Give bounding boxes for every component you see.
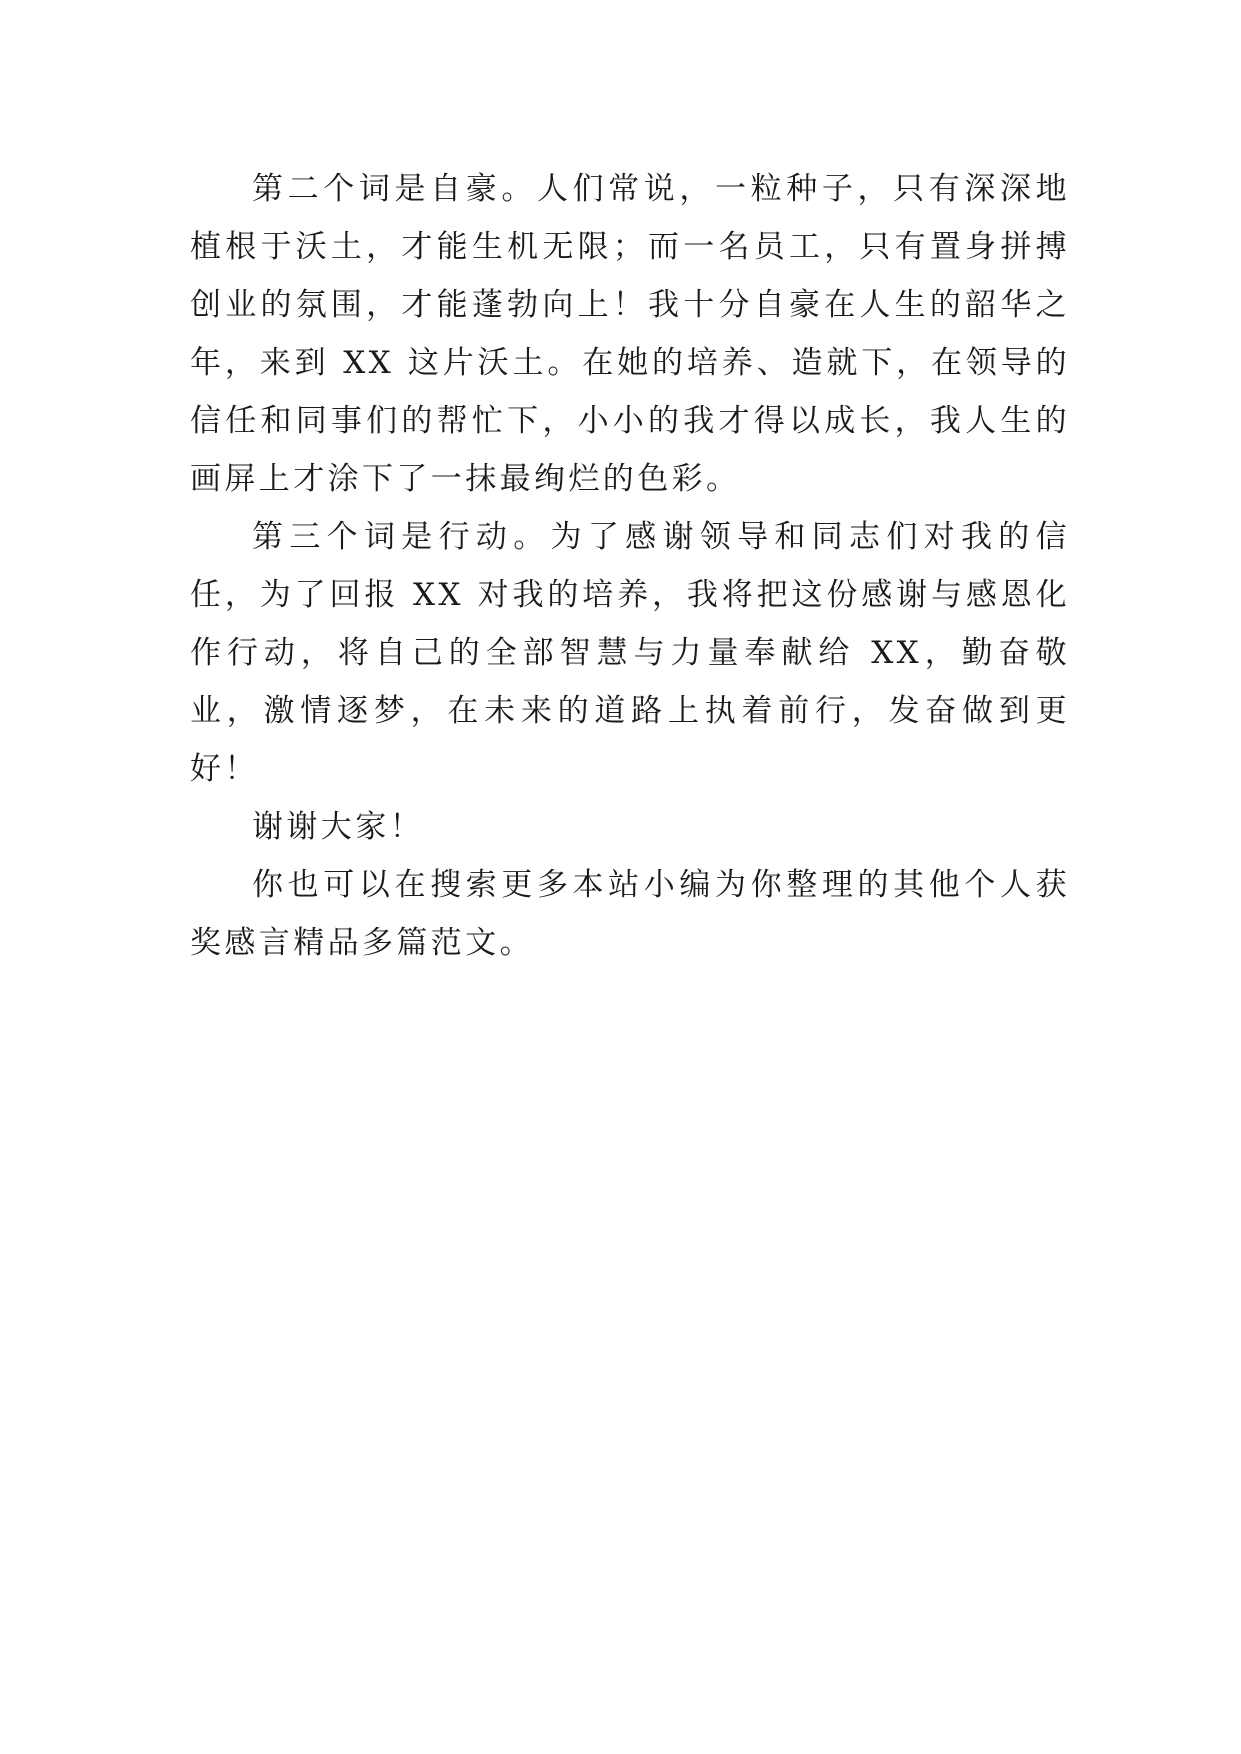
- paragraph-more-articles: 你也可以在搜索更多本站小编为你整理的其他个人获奖感言精品多篇范文。: [190, 867, 1070, 961]
- document-body: [190, 160, 1070, 972]
- paragraph-thanks: 谢谢大家！: [252, 809, 424, 845]
- paragraph-action: 第三个词是行动。为了感谢领导和同志们对我的信任，为了回报 XX 对我的培养，我将把这份感谢与感恩化作行动，将自己的全部智慧与力量奉献给 XX，勤奋敬业，激情逐梦，在未来的道路上执着前行，发奋做到更好！: [190, 519, 1070, 787]
- paragraph-pride: 第二个词是自豪。人们常说，一粒种子，只有深深地植根于沃土，才能生机无限；而一名员工，只有置身拼搏创业的氛围，才能蓬勃向上！我十分自豪在人生的韶华之年，来到 XX 这片沃土。在她的培养、造就下，在领导的信任和同事们的帮忙下，小小的我才得以成长，我人生的画屏上才涂下了一抹最绚烂的色彩。: [190, 171, 1070, 497]
